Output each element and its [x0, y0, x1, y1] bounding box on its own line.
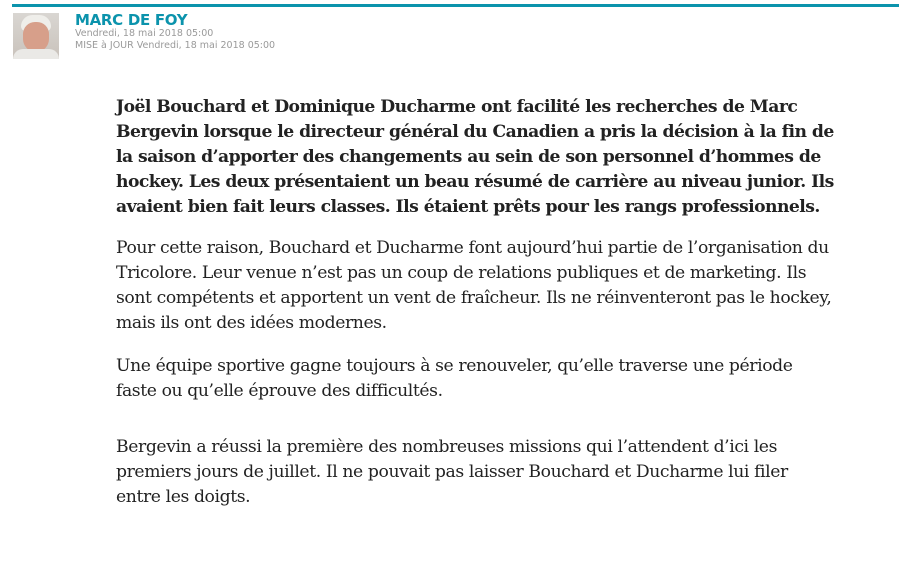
body-paragraph: Pour cette raison, Bouchard et Ducharme font aujourd’hui partie de l’organisation du Tricolore. Leur venue n’est pas un coup de relations publiques et de marketing. Ils sont compétents et apportent un vent de fraîcheur. Ils ne réinventeront pas le hockey, mais ils ont des idées modernes. — [116, 238, 832, 333]
body-paragraph: Une équipe sportive gagne toujours à se renouveler, qu’elle traverse une période faste ou qu’elle éprouve des difficultés. — [116, 356, 793, 401]
update-date: MISE à JOUR Vendredi, 18 mai 2018 05:00 — [75, 40, 276, 51]
author-avatar[interactable] — [13, 13, 59, 59]
byline-text — [75, 12, 275, 52]
article-body — [116, 95, 836, 528]
lead-paragraph: Joël Bouchard et Dominique Ducharme ont facilité les recherches de Marc Bergevin lorsque le directeur général du Canadien a pris la décision à la fin de la saison d’apporter des changements au sein de son personnel d’hommes de hockey. Les deux présentaient un beau résumé de carrière au niveau junior. Ils avaient bien fait leurs classes. Ils étaient prêts pour les rangs professionnels. — [116, 97, 834, 217]
author-name[interactable]: MARC DE FOY — [75, 11, 188, 29]
publish-date: Vendredi, 18 mai 2018 05:00 — [75, 28, 214, 39]
author-byline — [13, 13, 275, 59]
avatar-shirt-shape — [13, 49, 59, 59]
avatar-face-shape — [23, 22, 49, 52]
body-paragraph: Bergevin a réussi la première des nombreuses missions qui l’attendent d’ici les premiers jours de juillet. Il ne pouvait pas laisser Bouchard et Ducharme lui filer entre les doigts. — [116, 437, 788, 507]
header-accent-rule — [12, 4, 899, 7]
